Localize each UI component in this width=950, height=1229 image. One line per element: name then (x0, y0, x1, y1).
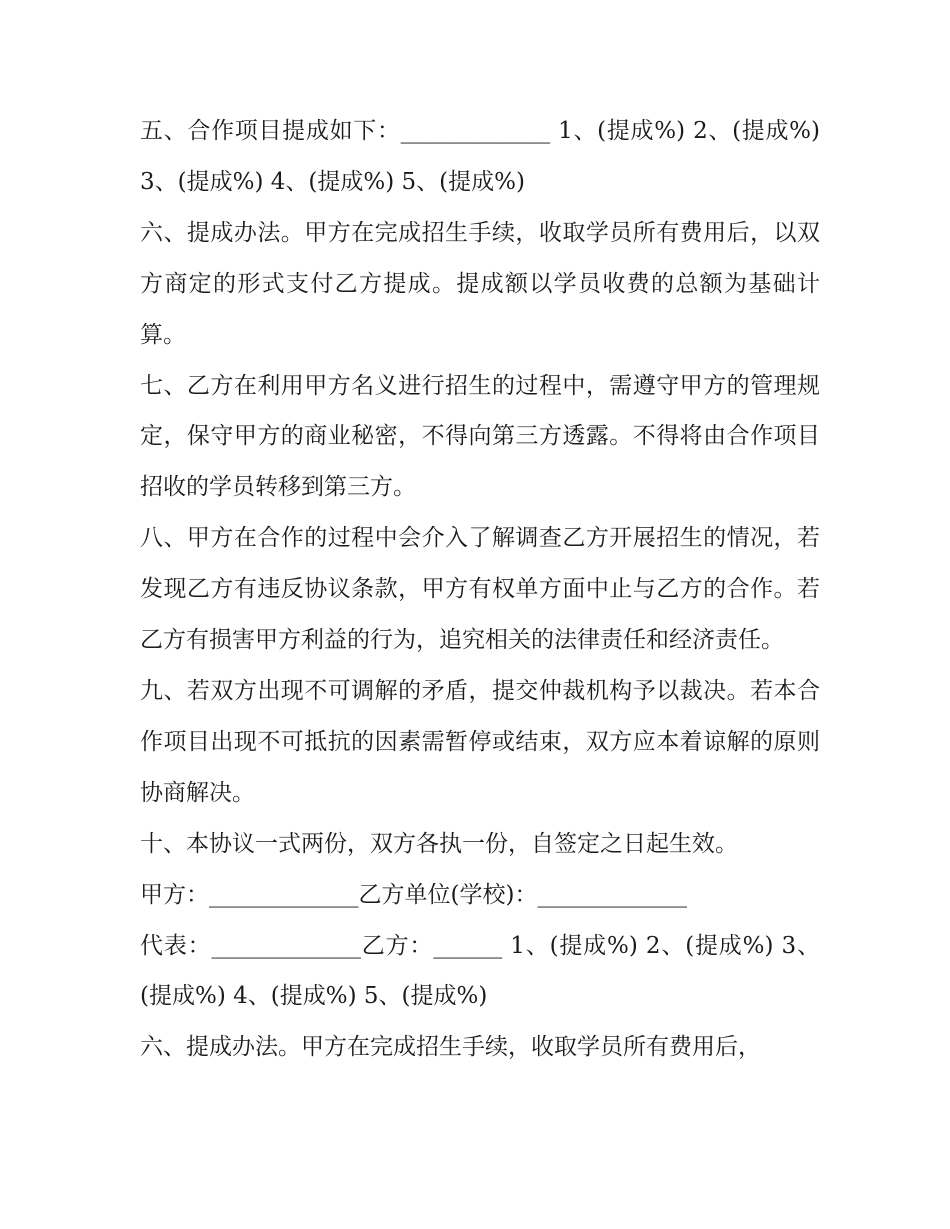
document-page (140, 106, 820, 1073)
clause-7-confidentiality: 七、乙方在利用甲方名义进行招生的过程中，需遵守甲方的管理规定，保守甲方的商业秘密，不得向第三方透露。不得将由合作项目招收的学员转移到第三方。 (140, 372, 820, 501)
clause-6-repeat: 六、提成办法。甲方在完成招生手续，收取学员所有费用后， (140, 1034, 761, 1061)
signature-representative-line: 代表：_____________乙方：______ 1、(提成%) 2、(提成%) 3、(提成%) 4、(提成%) 5、(提成%) (140, 932, 820, 1010)
clause-8-supervision: 八、甲方在合作的过程中会介入了解调查乙方开展招生的情况，若发现乙方有违反协议条款，甲方有权单方面中止与乙方的合作。若乙方有损害甲方利益的行为，追究相关的法律责任和经济责任。 (140, 525, 820, 654)
signature-party-a-line: 甲方：_____________乙方单位(学校)：_____________ (140, 881, 687, 908)
clause-5-commission-list: 五、合作项目提成如下：_____________ 1、(提成%) 2、(提成%) 3、(提成%) 4、(提成%) 5、(提成%) (140, 118, 820, 195)
clause-9-dispute: 九、若双方出现不可调解的矛盾，提交仲裁机构予以裁决。若本合作项目出现不可抵抗的因素需暂停或结束，双方应本着谅解的原则协商解决。 (140, 677, 820, 806)
clause-6-commission-method: 六、提成办法。甲方在完成招生手续，收取学员所有费用后，以双方商定的形式支付乙方提成。提成额以学员收费的总额为基础计算。 (140, 219, 820, 348)
clause-10-effective: 十、本协议一式两份，双方各执一份，自签定之日起生效。 (140, 830, 738, 857)
